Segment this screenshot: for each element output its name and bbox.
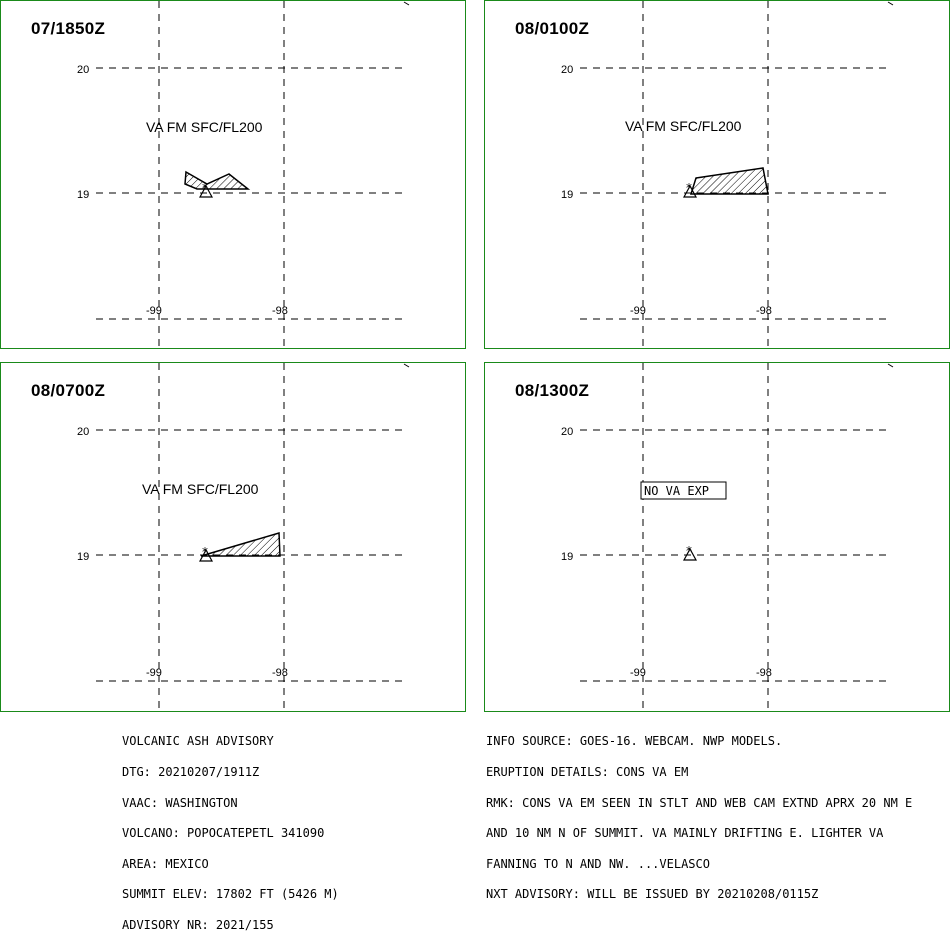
forecast-panel-3 — [0, 362, 466, 712]
longitude-label-left: -99 — [630, 305, 646, 317]
advisory-line: ERUPTION DETAILS: CONS VA EM — [486, 765, 689, 779]
longitude-label-left: -99 — [146, 305, 162, 317]
advisory-line: DTG: 20210207/1911Z — [122, 765, 260, 779]
advisory-line: FANNING TO N AND NW. ...VELASCO — [486, 856, 710, 871]
advisory-line: ADVISORY NR: 2021/155 — [122, 917, 274, 932]
advisory-line: VAAC: WASHINGTON — [122, 795, 238, 810]
corner-tick — [888, 364, 893, 367]
ash-level-label: VA FM SFC/FL200 — [146, 119, 263, 135]
volcano-vent-icon: * — [202, 181, 208, 195]
advisory-line: AREA: MEXICO — [122, 856, 209, 871]
advisory-line: NXT ADVISORY: WILL BE ISSUED BY 20210208/0115Z — [486, 887, 819, 902]
advisory-line: RMK: CONS VA EM SEEN IN STLT AND WEB CAM EXTND APRX 20 NM E — [486, 795, 913, 810]
advisory-line: SUMMIT ELEV: 17802 FT (5426 M) — [122, 887, 339, 902]
latitude-label-top: 20 — [561, 64, 574, 76]
ash-level-label: VA FM SFC/FL200 — [625, 118, 742, 134]
latitude-label-mid: 19 — [561, 551, 574, 563]
ash-level-label: VA FM SFC/FL200 — [142, 481, 259, 497]
corner-tick — [404, 2, 409, 5]
longitude-label-right: -98 — [756, 667, 772, 679]
map-canvas-2 — [485, 1, 950, 350]
longitude-label-left: -99 — [146, 667, 162, 679]
latitude-label-top: 20 — [77, 426, 90, 438]
ash-cloud-polygon — [201, 533, 280, 556]
advisory-line: VOLCANO: POPOCATEPETL 341090 — [122, 826, 325, 841]
longitude-label-right: -98 — [272, 305, 288, 317]
corner-tick — [404, 364, 409, 367]
longitude-label-left: -99 — [630, 667, 646, 679]
map-canvas-1 — [1, 1, 467, 350]
latitude-label-mid: 19 — [561, 189, 574, 201]
latitude-label-mid: 19 — [77, 551, 90, 563]
forecast-panel-2 — [484, 0, 950, 349]
volcano-vent-icon: * — [686, 181, 692, 195]
latitude-label-top: 20 — [77, 64, 90, 76]
forecast-panel-4 — [484, 362, 950, 712]
advisory-header-block — [122, 716, 339, 940]
advisory-line: INFO SOURCE: GOES-16. WEBCAM. NWP MODELS. — [486, 734, 783, 749]
map-canvas-4 — [485, 363, 950, 713]
advisory-line: VOLCANIC ASH ADVISORY — [122, 734, 274, 749]
advisory-line: AND 10 NM N OF SUMMIT. VA MAINLY DRIFTING E. LIGHTER VA — [486, 826, 884, 841]
map-canvas-3 — [1, 363, 467, 713]
latitude-label-top: 20 — [561, 426, 574, 438]
longitude-label-right: -98 — [272, 667, 288, 679]
forecast-time-2: 08/0100Z — [515, 19, 590, 38]
volcano-vent-icon: * — [202, 545, 208, 559]
volcano-vent-icon: * — [686, 544, 692, 558]
forecast-time-3: 08/0700Z — [31, 381, 106, 400]
forecast-panel-1 — [0, 0, 466, 349]
no-va-label: NO VA EXP — [644, 484, 710, 498]
latitude-label-mid: 19 — [77, 189, 90, 201]
ash-cloud-polygon — [691, 168, 768, 194]
forecast-time-4: 08/1300Z — [515, 381, 590, 400]
ash-cloud-polygon — [185, 172, 248, 189]
longitude-label-right: -98 — [756, 305, 772, 317]
advisory-details-block — [486, 716, 912, 910]
corner-tick — [888, 2, 893, 5]
forecast-time-1: 07/1850Z — [31, 19, 106, 38]
